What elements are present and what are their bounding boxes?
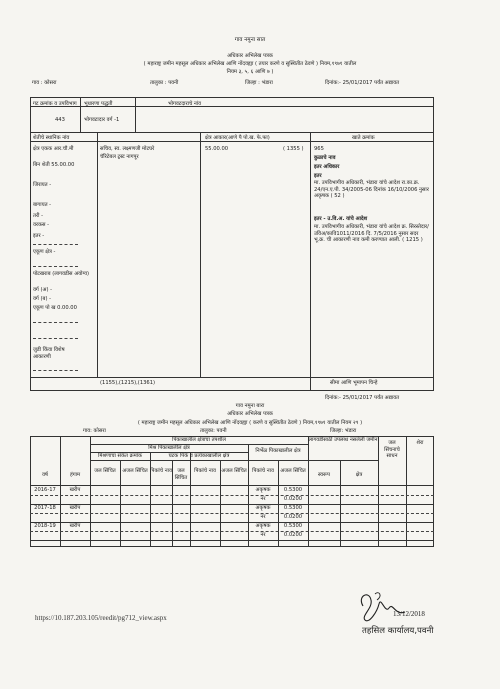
crop-row-area: 0.0200	[283, 532, 303, 538]
crop-row-crop: नर	[260, 514, 266, 520]
form-12-village: गाव: कोसरा	[83, 428, 106, 434]
crop-head-main: पिकाखालील क्षेत्राचा तपशील	[172, 437, 226, 443]
special-assessment: जुडी किंवा विशेष आकारणी	[33, 347, 65, 360]
crop-row-area: 0.0200	[283, 514, 303, 520]
crop-head-pure: निर्भेळ पिकाखालील क्षेत्र	[255, 448, 301, 454]
total-area: एकूण क्षेत्र -	[33, 249, 56, 255]
form-12-title: गाव नमुना बारा	[235, 403, 265, 409]
itar: इतर -	[33, 233, 45, 239]
col-local-header: शेतीचे स्थानिक नांव	[33, 135, 70, 141]
taluka-label: तालुका : पवनी	[150, 80, 179, 86]
area-value: 55.00.00	[205, 146, 229, 152]
tenure-value: भोगवटादार वर्ग -1	[84, 117, 120, 123]
update-date-2: दिनांक:- 25/01/2017 पर्यंत अद्यावत	[325, 395, 400, 401]
col-ajal-2: अजल सिंचित	[221, 468, 247, 474]
col-holder-header: भोगवटदाराचे नांव	[168, 101, 202, 107]
crop-row-crop: नर	[260, 496, 266, 502]
crop-row-area: 0.0200	[283, 496, 303, 502]
col-area-header: क्षेत्र आकार(आणे पै पो.ख. फे.फा)	[205, 135, 270, 141]
order-1: मा. उपविभागीय अधिकारी, भंडारा यांचे आदेश रा.का.क्र. 24/एन.ए.पी. 34/2005-06 दिनांक 16/10/2006 नुसार अकृषक ( 52 )	[314, 180, 429, 199]
crop-row-crop: अकृषक	[255, 523, 271, 529]
crop-row-divider	[30, 495, 434, 496]
page-url: https://10.187.203.105/reedit/pg712_view.aspx	[35, 614, 167, 622]
crop-row-season: खरीप	[69, 523, 81, 529]
area-unit: क्षेत्र एकक आर.चौ.मी	[33, 146, 74, 152]
col-tenure-header: भूधारणा पद्धती	[84, 101, 113, 107]
col-crop-3: पिकांचे नाव	[252, 468, 274, 474]
crop-row-year: 2016-17	[34, 487, 56, 493]
crop-row-crop: नर	[260, 532, 266, 538]
office-name: तहसिल कार्यालय,पवनी	[362, 626, 434, 636]
crop-row-crop: अकृषक	[255, 487, 271, 493]
crop-row-area: 0.5300	[283, 487, 303, 493]
varg-a: वर्ग (अ) -	[33, 287, 52, 293]
col-crop-2: पिकांचे नाव	[194, 468, 216, 474]
boundary-marks: सीमा आणि भूमापन चिन्हे	[330, 380, 378, 386]
crop-row-divider	[30, 531, 434, 532]
col-nature: स्वरूप	[318, 472, 330, 478]
col-gat-header: गट क्रमांक व उपविभाग	[33, 101, 77, 107]
crop-row-divider	[30, 522, 434, 523]
sign-date: 13/12/2018	[393, 610, 425, 618]
village-label: गाव : कोसरा	[32, 80, 57, 86]
crop-row-crop: अकृषक	[255, 505, 271, 511]
crop-row-year: 2018-19	[34, 523, 56, 529]
potkharab: पोटखराब (लागवडीस अयोग्य)	[33, 271, 89, 277]
varkas: वरकस -	[33, 222, 50, 228]
crop-row-divider	[30, 504, 434, 505]
crop-head-remark: शेरा	[416, 440, 424, 446]
crop-row-area: 0.5300	[283, 523, 303, 529]
crop-row-season: खरीप	[69, 505, 81, 511]
rule-line-1: ( महाराष्ट्र जमीन महसूल अधिकार अभिलेख आणि नोंदवह्या ( तयार करणे व सुस्थितीत ठेवणे ) नियम,१९७१ यातील	[143, 61, 357, 67]
form-title: गाव नमुना सात	[234, 37, 266, 43]
col-season: हंगाम	[69, 472, 81, 478]
col-ajal-3: अजल सिंचित	[280, 468, 306, 474]
bagayat: बागायत -	[33, 202, 52, 208]
crop-head-irrigation: जल सिंचनाचे साधन	[384, 440, 400, 459]
rule-line-2: नियम ३, ५, ६ आणि ७ )	[226, 69, 274, 75]
varg-b: वर्ग (ब) -	[33, 296, 51, 302]
col-khate-header: खाते क्रमांक	[352, 135, 375, 141]
col-area: क्षेत्र	[355, 472, 363, 478]
holder-trust: चॅरिटेबल ट्रस्ट नागपूर	[100, 154, 139, 160]
crop-row-divider	[30, 540, 434, 541]
tari: तरी -	[33, 213, 43, 219]
jirayat: जिरायत -	[33, 182, 52, 188]
bin-sheti: बिन शेती 55.00.00	[33, 162, 75, 168]
col-year: वर्ष	[42, 472, 48, 478]
form-12-rule: ( महाराष्ट्र जमीन महसूल अधिकार अभिलेख आणि नोंदवह्या ( करणे व सुस्थितीत ठेवणे ) नियम,१९७१ यातील नियम २९ )	[137, 420, 363, 426]
col-jal-2: जल सिंचित	[174, 468, 188, 481]
crop-row-year: 2017-18	[34, 505, 56, 511]
col-crop-1: पिकांचे नाव	[150, 468, 172, 474]
order-2-heading: इतर - उ.वि.अ. यांचे आदेश	[314, 216, 368, 222]
other-rights-heading: इतर अधिकार	[314, 164, 340, 170]
gat-number: 443	[55, 117, 65, 123]
tenant-name-heading: कुळाचे नाव	[314, 155, 336, 161]
form-12-subtitle: अधिकार अभिलेख पत्रक	[227, 411, 273, 417]
other-heading: इतर	[314, 173, 322, 179]
crop-head-nonavail: लागवडीसाठी उपलब्ध नसलेली जमीन	[308, 437, 378, 443]
crop-row-divider	[30, 513, 434, 514]
khate-number: 965	[314, 146, 324, 152]
crop-row-area: 0.5300	[283, 505, 303, 511]
form-12-district: जिल्हा: भंडारा	[330, 428, 357, 434]
crop-row-season: खरीप	[69, 487, 81, 493]
crop-head-mixed: मिश्र पिकाखालील क्षेत्र	[148, 445, 190, 451]
col-ajal-1: अजल सिंचित	[122, 468, 148, 474]
signature	[355, 586, 415, 626]
old-mutations: (1155),(1215),(1361)	[100, 380, 156, 386]
form-12-taluka: तालुका: पवनी	[200, 428, 227, 434]
area-mutation-ref: ( 1355 )	[283, 146, 304, 152]
col-jal-1: जल सिंचित	[94, 468, 116, 474]
district-label: जिल्हा : भंडारा	[245, 80, 273, 86]
form-subtitle: अधिकार अभिलेख पत्रक	[227, 53, 273, 59]
total-potkharab: एकूण पो ख 0.00.00	[33, 305, 77, 311]
order-2: मा. उपविभागीय अधिकारी, भंडारा यांचे आदेश क्र. सिरस्तेदार/उविअ/कावि1011/2016 दि. 7/5/2016 नुसार सदर भू.क्र. ची आकारणी नाव कमी करण्यात आली. ( 1215 )	[314, 224, 429, 243]
crop-head-component: घटक पिके व प्रत्येकाखालील क्षेत्र	[168, 453, 230, 459]
crop-head-mixed-code: मिश्रणाचा संकेत क्रमांक	[97, 453, 142, 459]
holder-name: सचिव, स्व. लक्ष्मणजी मोटघरे	[100, 146, 155, 152]
update-date: दिनांक:- 25/01/2017 पर्यंत अद्यावत	[325, 80, 400, 86]
